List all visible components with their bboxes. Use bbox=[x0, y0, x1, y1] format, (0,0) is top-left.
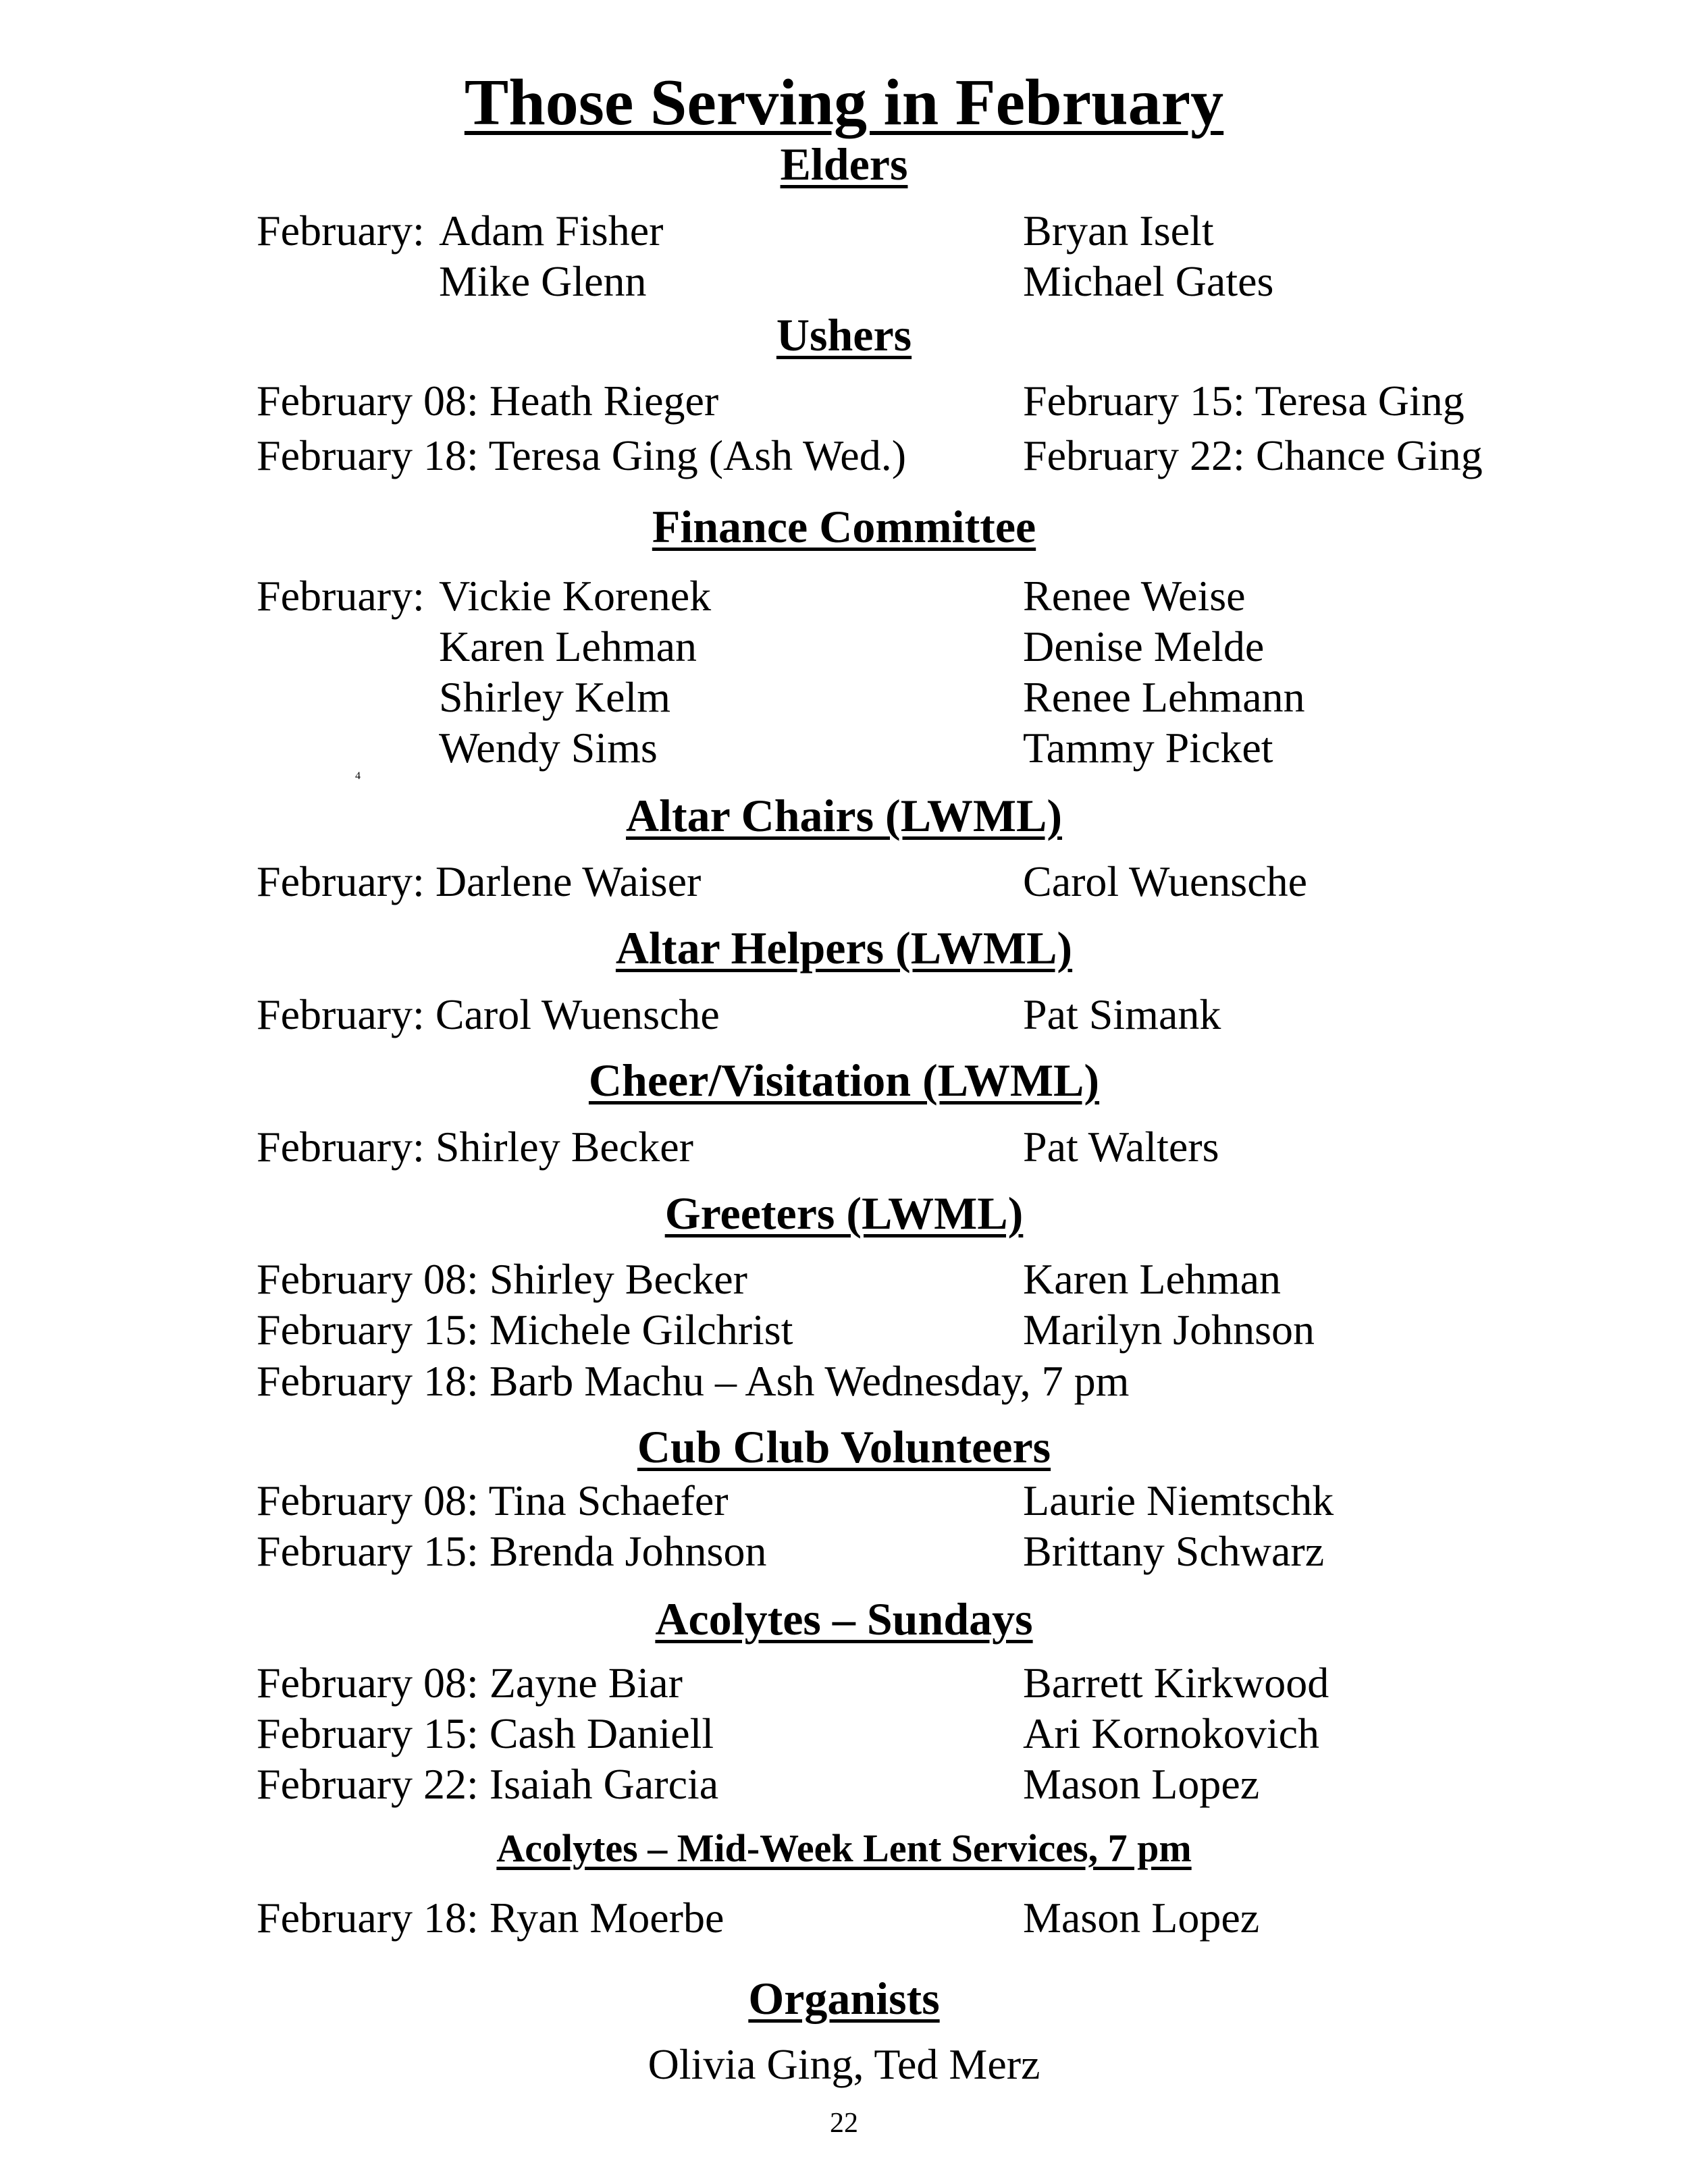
altar-chairs-heading: Altar Chairs (LWML) bbox=[626, 790, 1062, 841]
greeters-entry: February 15: Michele Gilchrist bbox=[257, 1306, 793, 1354]
cheer-entry: February: Shirley Becker bbox=[257, 1123, 693, 1171]
ushers-entry: February 18: Teresa Ging (Ash Wed.) bbox=[257, 431, 906, 479]
greeters-entry: February 08: Shirley Becker bbox=[257, 1255, 747, 1303]
acolytes-lent-entry: February 18: Ryan Moerbe bbox=[257, 1894, 724, 1942]
cheer-heading: Cheer/Visitation (LWML) bbox=[588, 1055, 1100, 1106]
acolytes-sundays-entry: Ari Kornokovich bbox=[1023, 1709, 1320, 1757]
finance-label: February: bbox=[257, 572, 425, 620]
acolytes-sundays-heading: Acolytes – Sundays bbox=[655, 1593, 1033, 1645]
organists-heading: Organists bbox=[748, 1973, 940, 2024]
greeters-entry: Marilyn Johnson bbox=[1023, 1306, 1315, 1354]
altar-chairs-entry: February: Darlene Waiser bbox=[257, 857, 702, 905]
stray-mark: 4 bbox=[355, 770, 361, 782]
altar-helpers-entry: Pat Simank bbox=[1023, 990, 1221, 1038]
finance-name: Vickie Korenek bbox=[439, 572, 712, 620]
page-number: 22 bbox=[830, 2108, 858, 2139]
finance-name: Shirley Kelm bbox=[439, 673, 671, 721]
elders-name: Adam Fisher bbox=[439, 207, 664, 255]
acolytes-lent-entry: Mason Lopez bbox=[1023, 1894, 1260, 1942]
acolytes-lent-heading: Acolytes – Mid-Week Lent Services, 7 pm bbox=[496, 1826, 1192, 1870]
ushers-entry: February 22: Chance Ging bbox=[1023, 431, 1483, 479]
greeters-entry: February 18: Barb Machu – Ash Wednesday, 7 pm bbox=[257, 1357, 1130, 1405]
elders-label: February: bbox=[257, 207, 425, 255]
acolytes-sundays-entry: February 22: Isaiah Garcia bbox=[257, 1760, 719, 1808]
organists-names: Olivia Ging, Ted Merz bbox=[648, 2040, 1040, 2088]
cheer-entry: Pat Walters bbox=[1023, 1123, 1219, 1171]
greeters-entry: Karen Lehman bbox=[1023, 1255, 1282, 1303]
elders-name: Bryan Iselt bbox=[1023, 207, 1214, 255]
page-title: Those Serving in February bbox=[464, 66, 1224, 139]
cub-club-heading: Cub Club Volunteers bbox=[637, 1421, 1051, 1472]
altar-helpers-entry: February: Carol Wuensche bbox=[257, 990, 720, 1038]
acolytes-sundays-entry: Barrett Kirkwood bbox=[1023, 1659, 1329, 1707]
finance-name: Renee Lehmann bbox=[1023, 673, 1305, 721]
greeters-heading: Greeters (LWML) bbox=[664, 1188, 1024, 1239]
elders-name: Michael Gates bbox=[1023, 257, 1274, 305]
acolytes-sundays-entry: February 08: Zayne Biar bbox=[257, 1659, 683, 1707]
elders-name: Mike Glenn bbox=[439, 257, 647, 305]
cub-club-entry: February 15: Brenda Johnson bbox=[257, 1527, 767, 1575]
altar-helpers-heading: Altar Helpers (LWML) bbox=[615, 922, 1073, 974]
acolytes-sundays-entry: Mason Lopez bbox=[1023, 1760, 1260, 1808]
finance-name: Denise Melde bbox=[1023, 622, 1265, 670]
finance-heading: Finance Committee bbox=[652, 501, 1036, 552]
finance-name: Wendy Sims bbox=[439, 724, 658, 772]
ushers-entry: February 08: Heath Rieger bbox=[257, 377, 719, 425]
elders-heading: Elders bbox=[780, 138, 908, 190]
finance-name: Karen Lehman bbox=[439, 622, 697, 670]
ushers-heading: Ushers bbox=[776, 309, 912, 361]
acolytes-sundays-entry: February 15: Cash Daniell bbox=[257, 1709, 714, 1757]
finance-name: Renee Weise bbox=[1023, 572, 1246, 620]
finance-name: Tammy Picket bbox=[1023, 724, 1273, 772]
ushers-entry: February 15: Teresa Ging bbox=[1023, 377, 1465, 425]
altar-chairs-entry: Carol Wuensche bbox=[1023, 857, 1307, 905]
cub-club-entry: February 08: Tina Schaefer bbox=[257, 1476, 729, 1524]
cub-club-entry: Laurie Niemtschk bbox=[1023, 1476, 1334, 1524]
cub-club-entry: Brittany Schwarz bbox=[1023, 1527, 1325, 1575]
